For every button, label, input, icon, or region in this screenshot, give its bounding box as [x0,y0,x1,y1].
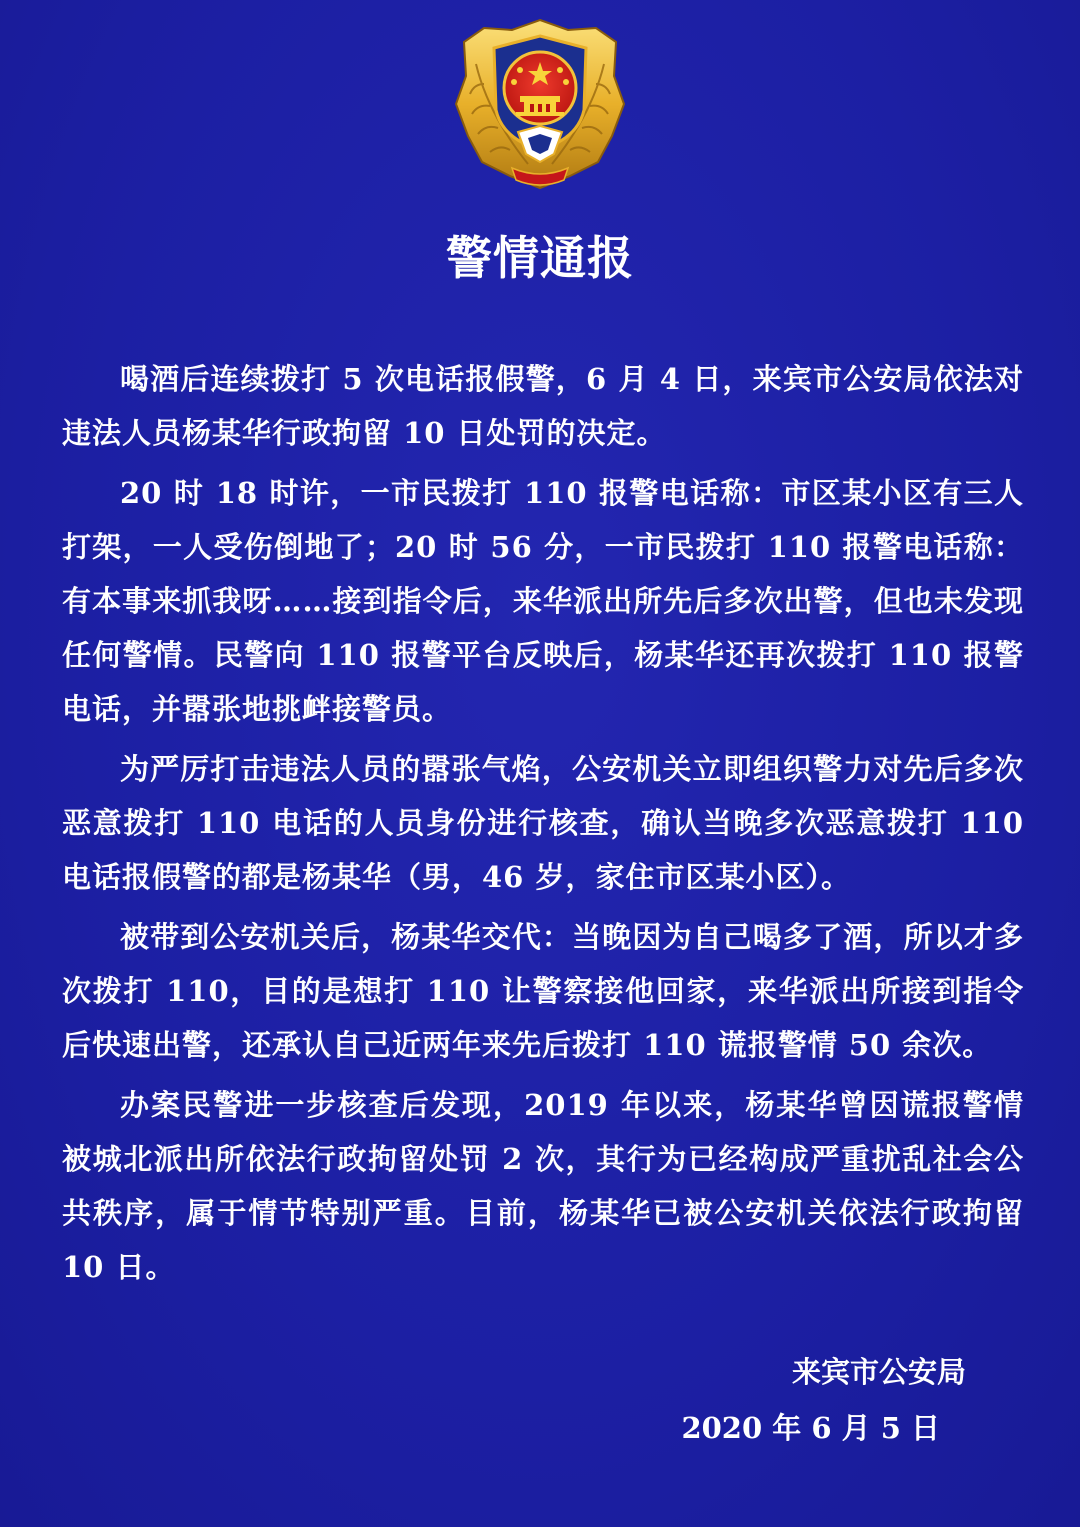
notice-title: 警情通报 [446,231,634,285]
notice-paragraph: 被带到公安机关后，杨某华交代：当晚因为自己喝多了酒，所以才多次拨打 110，目的是想打 110 让警察接他回家，来华派出所接到指令后快速出警，还承认自己近两年来先后拨打 110 谎报警情 50 余次。 [62,920,1024,1062]
signature-date: 2020 年 6 月 5 日 [681,1411,940,1445]
notice-body [62,352,1024,1300]
notice-paragraph: 喝酒后连续拨打 5 次电话报假警，6 月 4 日，来宾市公安局依法对违法人员杨某华行政拘留 10 日处罚的决定。 [62,362,1024,450]
signature-org: 来宾市公安局 [791,1355,966,1389]
notice-paragraph: 办案民警进一步核查后发现，2019 年以来，杨某华曾因谎报警情被城北派出所依法行政拘留处罚 2 次，其行为已经构成严重扰乱社会公共秩序，属于情节特别严重。目前，杨某华已被公安机关依法行政拘留 10 日。 [62,1088,1024,1284]
notice-paragraph: 为严厉打击违法人员的嚣张气焰，公安机关立即组织警力对先后多次恶意拨打 110 电话的人员身份进行核查，确认当晚多次恶意拨打 110 电话报假警的都是杨某华（男，46 岁，家住市区某小区）。 [62,752,1024,894]
police-emblem-icon [448,14,632,192]
signature-block [681,1352,966,1448]
notice-paragraph: 20 时 18 时许，一市民拨打 110 报警电话称：市区某小区有三人打架，一人受伤倒地了；20 时 56 分，一市民拨打 110 报警电话称：有本事来抓我呀……接到指令后，来华派出所先后多次出警，但也未发现任何警情。民警向 110 报警平台反映后，杨某华还再次拨打 110 报警电话，并嚣张地挑衅接警员。 [62,476,1024,726]
